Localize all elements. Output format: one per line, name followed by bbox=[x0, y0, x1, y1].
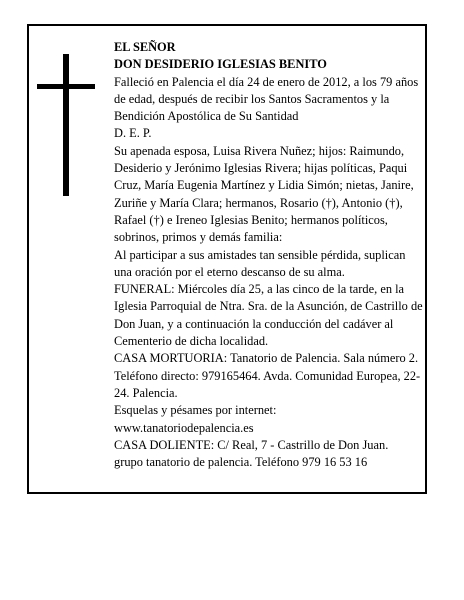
mourning-house: CASA DOLIENTE: C/ Real, 7 - Castrillo de Don Juan. bbox=[114, 437, 389, 452]
funeral-info: FUNERAL: Miércoles día 25, a las cinco de la tarde, en la Iglesia Parroquial de Ntra. Sra. de la Asunción, de Castrillo de Don Juan, y a continuación la conducción del cadáver al Cementerio de dicha localidad. bbox=[114, 282, 423, 349]
obituary-text bbox=[114, 39, 426, 471]
cross-icon bbox=[37, 54, 95, 196]
footer-text: grupo tanatorio de palencia. Teléfono 979 16 53 16 bbox=[114, 455, 368, 470]
website-link[interactable]: www.tanatoriodepalencia.es bbox=[114, 420, 254, 435]
condolences-label: Esquelas y pésames por internet: bbox=[114, 403, 277, 418]
rip-text: D. E. P. bbox=[114, 126, 152, 141]
obituary-title: EL SEÑOR bbox=[114, 40, 176, 54]
mortuary-info: CASA MORTUORIA: Tanatorio de Palencia. Sala número 2. Teléfono directo: 979165464. Avda. Comunidad Europea, 22-24. Palencia. bbox=[114, 351, 421, 400]
prayer-request: Al participar a sus amistades tan sensible pérdida, suplican una oración por el eterno descanso de su alma. bbox=[114, 247, 406, 279]
death-notice: Falleció en Palencia el día 24 de enero de 2012, a los 79 años de edad, después de recibir los Santos Sacramentos y la Bendición Apostólica de Su Santidad bbox=[114, 74, 419, 124]
family-list: Su apenada esposa, Luisa Rivera Nuñez; hijos: Raimundo, Desiderio y Jerónimo Iglesias Rivera; hijas políticas, Paqui Cruz, María Eugenia Martínez y Lidia Simón; nietas, Janire, Zuriñe y María Clara; hermanos, Rosario (†), Antonio (†), Rafael (†) e Ireneo Iglesias Benito; hermanos políticos, sobrinos, primos y demás familia: bbox=[114, 143, 414, 245]
deceased-name: DON DESIDERIO IGLESIAS BENITO bbox=[114, 57, 327, 72]
